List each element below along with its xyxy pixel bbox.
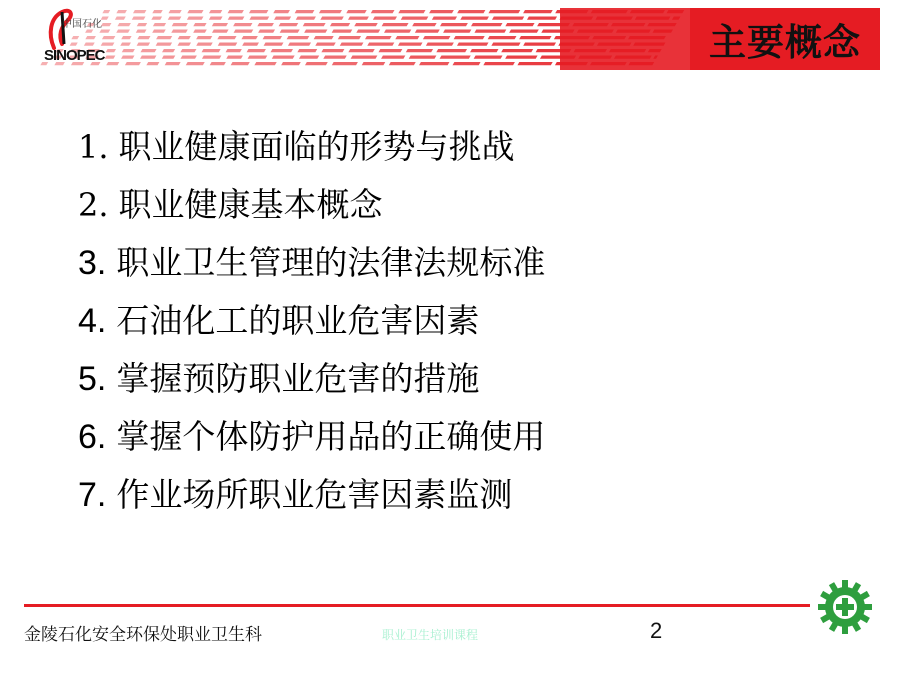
footer-divider [24, 604, 810, 607]
slide-title: 主要概念 [709, 21, 861, 64]
list-item [78, 466, 838, 524]
list-item [78, 118, 838, 176]
list-item [78, 176, 838, 234]
item-text: 职业健康基本概念 [118, 185, 383, 224]
item-number: 2. [78, 186, 109, 224]
logo-wordmark: SINOPEC [44, 47, 105, 64]
page-number: 2 [650, 618, 663, 643]
item-text: 作业场所职业危害因素监测 [116, 475, 513, 514]
item-text: 职业卫生管理的法律法规标准 [116, 243, 546, 282]
list-item [78, 234, 838, 292]
item-text: 掌握个体防护用品的正确使用 [116, 417, 546, 456]
item-number: 4. [78, 302, 107, 340]
footer-course-title: 职业卫生培训课程 [382, 628, 479, 642]
footer-organization: 金陵石化安全环保处职业卫生科 [24, 625, 262, 645]
item-text: 职业健康面临的形势与挑战 [118, 127, 515, 166]
item-text: 石油化工的职业危害因素 [116, 301, 480, 340]
item-number: 6. [78, 418, 107, 456]
item-text: 掌握预防职业危害的措施 [116, 359, 480, 398]
concept-list [78, 118, 838, 524]
safety-cross-gear-icon [816, 578, 874, 636]
item-number: 7. [78, 476, 107, 514]
item-number: 5. [78, 360, 107, 398]
slide-header [0, 0, 900, 80]
item-number: 1. [78, 128, 109, 166]
list-item [78, 408, 838, 466]
logo-chinese-name: 中国石化 [62, 19, 102, 30]
item-number: 3. [78, 244, 107, 282]
list-item [78, 292, 838, 350]
list-item [78, 350, 838, 408]
